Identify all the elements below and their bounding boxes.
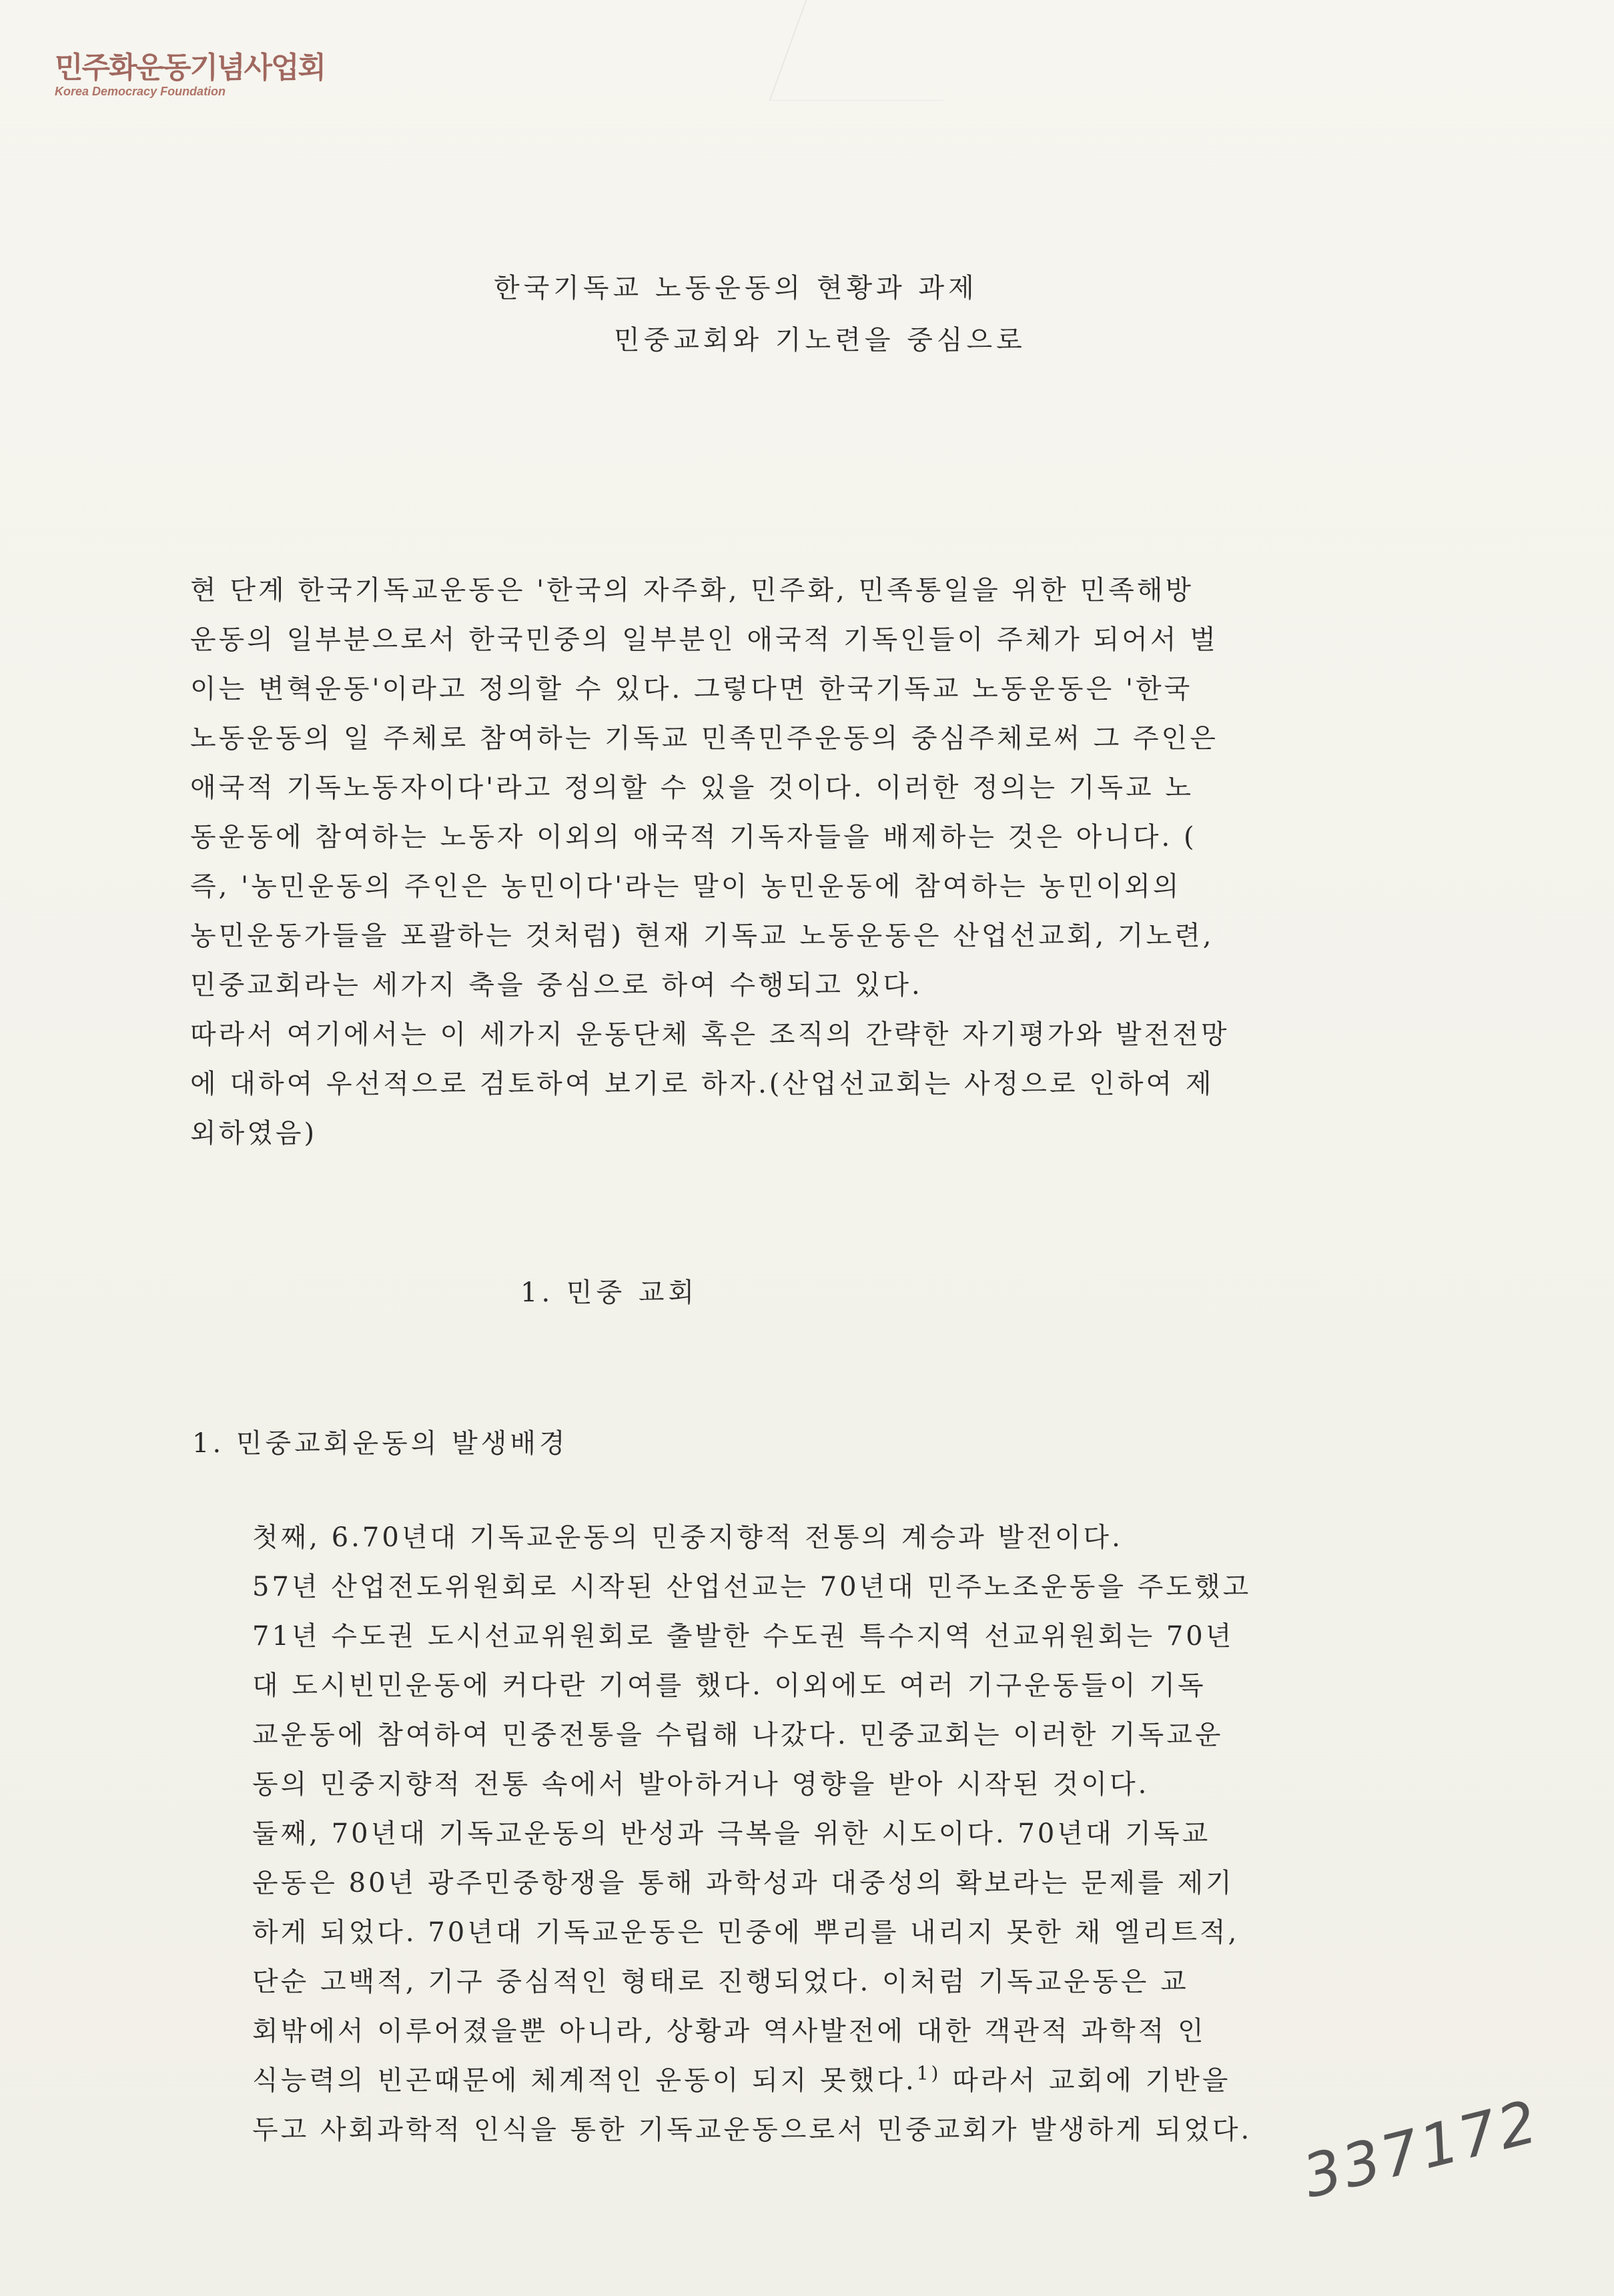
body-line: 71년 수도권 도시선교위원회로 출발한 수도권 특수지역 선교위원회는 70년 xyxy=(252,1621,1234,1652)
body-line-with-footnote xyxy=(252,2056,1386,2105)
intro-line: 민중교회라는 세가지 축을 중심으로 하여 수행되고 있다. xyxy=(190,970,923,1001)
sub-heading: 1. 민중교회운동의 발생배경 xyxy=(192,1428,568,1459)
footnote-marker: 1) xyxy=(916,2062,941,2085)
document-subtitle: 민중교회와 기노련을 중심으로 xyxy=(614,325,1026,356)
intro-line: 노동운동의 일 주체로 참여하는 기독교 민족민주운동의 중심주체로써 그 주인은 xyxy=(190,723,1218,754)
intro-line: 동운동에 참여하는 노동자 이외의 애국적 기독자들을 배제하는 것은 아니다. ( xyxy=(190,822,1197,852)
body-line: 동의 민중지향적 전통 속에서 발아하거나 영향을 받아 시작된 것이다. xyxy=(252,1769,1150,1800)
handwritten-archive-number: 337172 xyxy=(1296,2086,1547,2212)
intro-line: 따라서 여기에서는 이 세가지 운동단체 혹은 조직의 간략한 자기평가와 발전전망 xyxy=(190,1019,1230,1050)
intro-line: 에 대하여 우선적으로 검토하여 보기로 하자.(산업선교회는 사정으로 인하여 제 xyxy=(190,1069,1214,1099)
section-heading: 1. 민중 교회 xyxy=(520,1277,699,1308)
intro-line: 운동의 일부분으로서 한국민중의 일부분인 애국적 기독인들이 주체가 되어서 벌 xyxy=(190,624,1218,655)
document-title: 한국기독교 노동운동의 현황과 과제 xyxy=(494,273,978,304)
stamp-korean-text: 민주화운동기념사업회 xyxy=(55,51,326,85)
intro-line: 현 단계 한국기독교운동은 '한국의 자주화, 민주화, 민족통일을 위한 민족해방 xyxy=(190,575,1194,606)
intro-line: 애국적 기독노동자이다'라고 정의할 수 있을 것이다. 이러한 정의는 기독교 노 xyxy=(190,772,1194,803)
background-paragraph xyxy=(252,1513,1386,2155)
body-line: 단순 고백적, 기구 중심적인 형태로 진행되었다. 이처럼 기독교운동은 교 xyxy=(252,1966,1189,1997)
body-line: 운동은 80년 광주민중항쟁을 통해 과학성과 대중성의 확보라는 문제를 제기 xyxy=(252,1868,1234,1898)
body-line: 57년 산업전도위원회로 시작된 산업선교는 70년대 민주노조운동을 주도했고 xyxy=(252,1572,1252,1602)
body-line: 하게 되었다. 70년대 기독교운동은 민중에 뿌리를 내리지 못한 채 엘리트적, xyxy=(252,1917,1240,1948)
foundation-stamp xyxy=(55,51,326,99)
body-line: 대 도시빈민운동에 커다란 기여를 했다. 이외에도 여러 기구운동들이 기독 xyxy=(252,1670,1206,1701)
intro-paragraph xyxy=(190,566,1391,1158)
paper-fold-mark xyxy=(769,0,981,101)
body-line: 첫째, 6.70년대 기독교운동의 민중지향적 전통의 계승과 발전이다. xyxy=(252,1522,1123,1553)
intro-line: 즉, '농민운동의 주인은 농민이다'라는 말이 농민운동에 참여하는 농민이외의 xyxy=(190,871,1182,902)
stamp-english-text: Korea Democracy Foundation xyxy=(55,85,226,98)
intro-line: 이는 변혁운동'이라고 정의할 수 있다. 그렇다면 한국기독교 노동운동은 '한국 xyxy=(190,674,1193,704)
body-line-tail: 따라서 교회에 기반을 xyxy=(941,2065,1231,2096)
body-line: 둘째, 70년대 기독교운동의 반성과 극복을 위한 시도이다. 70년대 기독교 xyxy=(252,1818,1211,1849)
intro-line: 농민운동가들을 포괄하는 것처럼) 현재 기독교 노동운동은 산업선교회, 기노련, xyxy=(190,921,1214,951)
intro-line: 외하였음) xyxy=(190,1118,318,1149)
body-line: 교운동에 참여하여 민중전통을 수립해 나갔다. 민중교회는 이러한 기독교운 xyxy=(252,1720,1224,1750)
body-line: 두고 사회과학적 인식을 통한 기독교운동으로서 민중교회가 발생하게 되었다. xyxy=(252,2115,1252,2145)
body-line-text: 식능력의 빈곤때문에 체계적인 운동이 되지 못했다. xyxy=(252,2065,917,2096)
body-line: 회밖에서 이루어졌을뿐 아니라, 상황과 역사발전에 대한 객관적 과학적 인 xyxy=(252,2016,1206,2047)
